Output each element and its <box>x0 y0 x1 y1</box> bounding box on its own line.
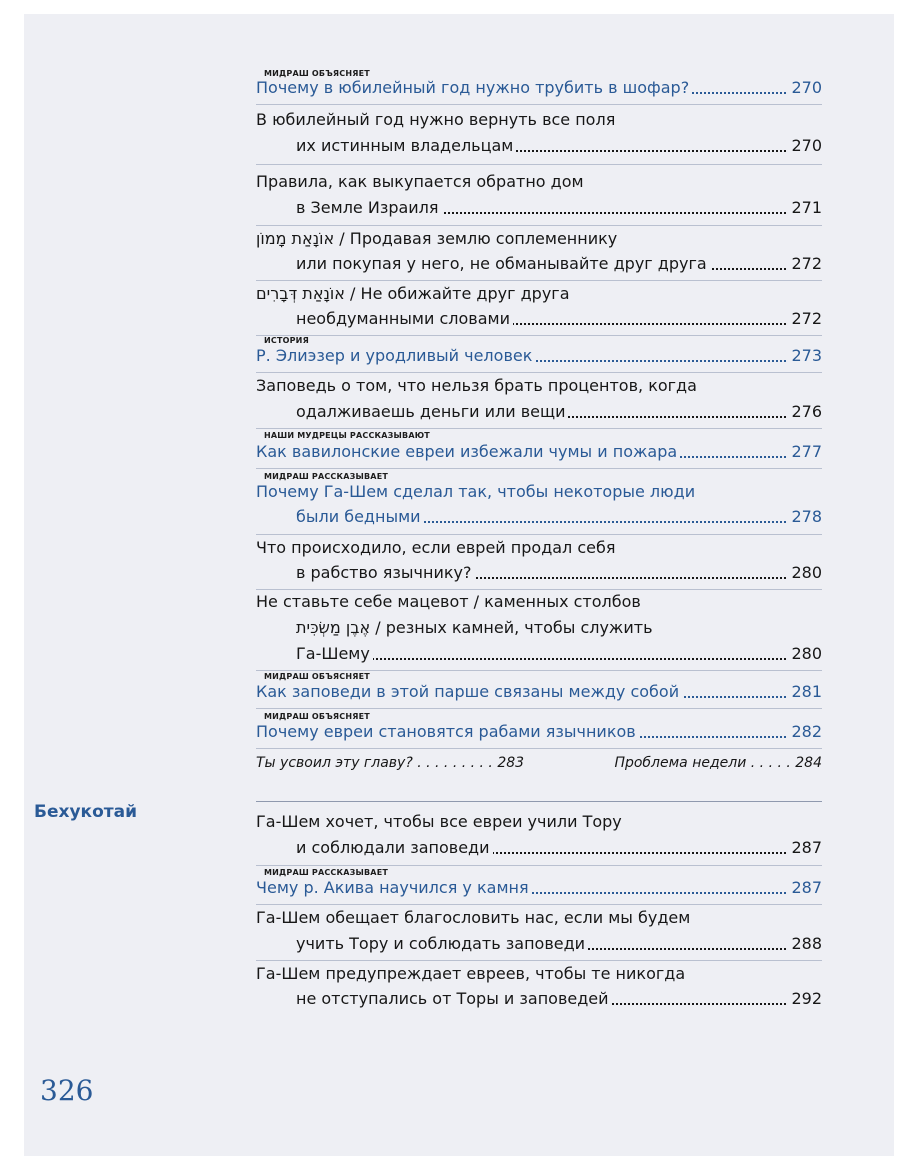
toc-entry-matzevot-line3[interactable] <box>296 642 822 666</box>
entry-title: / Не обижайте друг друга <box>344 284 570 303</box>
entry-page: 276 <box>788 400 822 424</box>
parsha-title: Бехукотай <box>34 802 137 822</box>
toc-entry-bless-line1[interactable] <box>256 906 822 930</box>
divider <box>256 468 822 469</box>
quiz-label: Ты усвоил эту главу? <box>256 755 413 771</box>
section-divider <box>256 801 822 802</box>
toc-entry-onaat-dvarim-line1[interactable] <box>256 282 822 306</box>
toc-entry-matzevot-line1[interactable] <box>256 590 822 614</box>
toc-entry-connected[interactable] <box>256 680 822 704</box>
divider <box>256 280 822 281</box>
entry-title: Р. Элиэзер и уродливый человек <box>256 346 535 365</box>
divider <box>256 960 822 961</box>
problem-page: 284 <box>795 755 822 771</box>
section-tag: НАШИ МУДРЕЦЫ РАССКАЗЫВАЮТ <box>264 431 430 440</box>
section-tag: ИСТОРИЯ <box>264 336 309 345</box>
toc-entry-babylonian[interactable] <box>256 440 822 464</box>
problem-link[interactable]: Проблема недели . . . . . 284 <box>614 755 822 771</box>
section-tag: МИДРАШ ОБЪЯСНЯЕТ <box>264 712 370 721</box>
toc-entry-akiva[interactable] <box>256 876 822 900</box>
entry-page: 271 <box>788 196 822 220</box>
toc-entry-house-line2[interactable] <box>296 196 822 220</box>
toc-entry-shofar[interactable] <box>256 76 822 100</box>
section-tag: МИДРАШ ОБЪЯСНЯЕТ <box>264 69 370 78</box>
entry-page: 270 <box>788 134 822 158</box>
entry-page: 282 <box>788 720 822 744</box>
entry-title-cont: учить Тору и соблюдать заповеди <box>296 934 588 953</box>
entry-title: Га-Шем предупреждает евреев, чтобы те никогда <box>256 964 688 983</box>
divider <box>256 534 822 535</box>
quiz-row <box>256 752 822 774</box>
toc-entry-learn-torah-line2[interactable] <box>296 836 822 860</box>
entry-title-cont: их истинным владельцам <box>296 136 516 155</box>
entry-title-cont: / резных камней, чтобы служить <box>370 618 653 637</box>
entry-page: 270 <box>788 76 822 100</box>
divider <box>256 670 822 671</box>
entry-title: Как вавилонские евреи избежали чумы и пожара <box>256 442 680 461</box>
entry-page: 281 <box>788 680 822 704</box>
entry-title: Чему р. Акива научился у камня <box>256 878 532 897</box>
hebrew-term: אֶבֶן מַשְׂכִּית <box>296 618 371 637</box>
divider <box>256 708 822 709</box>
toc-entry-poor-line2[interactable] <box>296 505 822 529</box>
entry-title: Почему Га-Шем сделал так, чтобы некоторые люди <box>256 482 698 501</box>
entry-title-cont: в Земле Израиля <box>296 198 442 217</box>
entry-title: Как заповеди в этой парше связаны между собой <box>256 682 682 701</box>
toc-entry-fields-line1[interactable] <box>256 108 822 132</box>
hebrew-term: אוֹנָאַת מָמוֹן <box>256 229 335 248</box>
toc-entry-slaves[interactable] <box>256 720 822 744</box>
book-page <box>24 14 894 1156</box>
entry-page: 280 <box>788 561 822 585</box>
divider <box>256 372 822 373</box>
toc-entry-learn-torah-line1[interactable] <box>256 810 822 834</box>
divider <box>256 164 822 165</box>
entry-title: / Продавая землю соплеменнику <box>334 229 618 248</box>
entry-page: 272 <box>788 252 822 276</box>
toc-entry-house-line1[interactable] <box>256 170 822 194</box>
section-tag: МИДРАШ ОБЪЯСНЯЕТ <box>264 672 370 681</box>
divider <box>256 335 822 336</box>
toc-entry-slavery-line1[interactable] <box>256 536 822 560</box>
entry-page: 278 <box>788 505 822 529</box>
entry-page: 287 <box>788 876 822 900</box>
section-tag: МИДРАШ РАССКАЗЫВАЕТ <box>264 868 389 877</box>
entry-title-cont: не отступались от Торы и заповедей <box>296 989 612 1008</box>
hebrew-term: אוֹנָאַת דְּבָרִים <box>256 284 345 303</box>
entry-title-cont: необдуманными словами <box>296 309 513 328</box>
problem-label: Проблема недели <box>614 755 747 771</box>
entry-page: 292 <box>788 987 822 1011</box>
entry-title-cont: и соблюдали заповеди <box>296 838 493 857</box>
entry-page: 273 <box>788 344 822 368</box>
toc-entry-onaat-mamon-line2[interactable] <box>296 252 822 276</box>
divider <box>256 865 822 866</box>
entry-title: Почему евреи становятся рабами язычников <box>256 722 639 741</box>
divider <box>256 225 822 226</box>
toc-entry-matzevot-line2[interactable] <box>296 616 822 640</box>
toc-entry-bless-line2[interactable] <box>296 932 822 956</box>
toc-entry-eliezer[interactable] <box>256 344 822 368</box>
entry-title: Что происходило, если еврей продал себя <box>256 538 619 557</box>
page-number: 326 <box>40 1074 94 1107</box>
entry-page: 280 <box>788 642 822 666</box>
divider <box>256 428 822 429</box>
entry-title-cont: в рабство язычнику? <box>296 563 474 582</box>
entry-title-cont: были бедными <box>296 507 424 526</box>
divider <box>256 748 822 749</box>
toc-entry-interest-line1[interactable] <box>256 374 822 398</box>
entry-title: Га-Шем хочет, чтобы все евреи учили Тору <box>256 812 625 831</box>
toc-entry-onaat-mamon-line1[interactable] <box>256 227 822 251</box>
section-tag: МИДРАШ РАССКАЗЫВАЕТ <box>264 472 389 481</box>
divider <box>256 104 822 105</box>
entry-title: Заповедь о том, что нельзя брать процентов, когда <box>256 376 700 395</box>
entry-title: Га-Шем обещает благословить нас, если мы будем <box>256 908 693 927</box>
quiz-link[interactable]: Ты усвоил эту главу? . . . . . . . . . 283 <box>256 755 525 771</box>
entry-title-cont: одалживаешь деньги или вещи <box>296 402 568 421</box>
quiz-page: 283 <box>497 755 525 771</box>
entry-page: 288 <box>788 932 822 956</box>
entry-title: В юбилейный год нужно вернуть все поля <box>256 110 618 129</box>
divider <box>256 904 822 905</box>
entry-title: Правила, как выкупается обратно дом <box>256 172 587 191</box>
entry-title: Почему в юбилейный год нужно трубить в шофар? <box>256 78 692 97</box>
toc-entry-poor-line1[interactable] <box>256 480 822 504</box>
entry-page: 277 <box>788 440 822 464</box>
entry-title-cont: или покупая у него, не обманывайте друг друга <box>296 254 710 273</box>
toc-entry-onaat-dvarim-line2[interactable] <box>296 307 822 331</box>
toc-entry-slavery-line2[interactable] <box>296 561 822 585</box>
toc-entry-fields-line2[interactable] <box>296 134 822 158</box>
entry-title-cont: Га-Шему <box>296 644 373 663</box>
toc-entry-interest-line2[interactable] <box>296 400 822 424</box>
entry-page: 287 <box>788 836 822 860</box>
toc-entry-warn-line1[interactable] <box>256 962 822 986</box>
entry-page: 272 <box>788 307 822 331</box>
entry-title: Не ставьте себе мацевот / каменных столбов <box>256 592 644 611</box>
toc-entry-warn-line2[interactable] <box>296 987 822 1011</box>
